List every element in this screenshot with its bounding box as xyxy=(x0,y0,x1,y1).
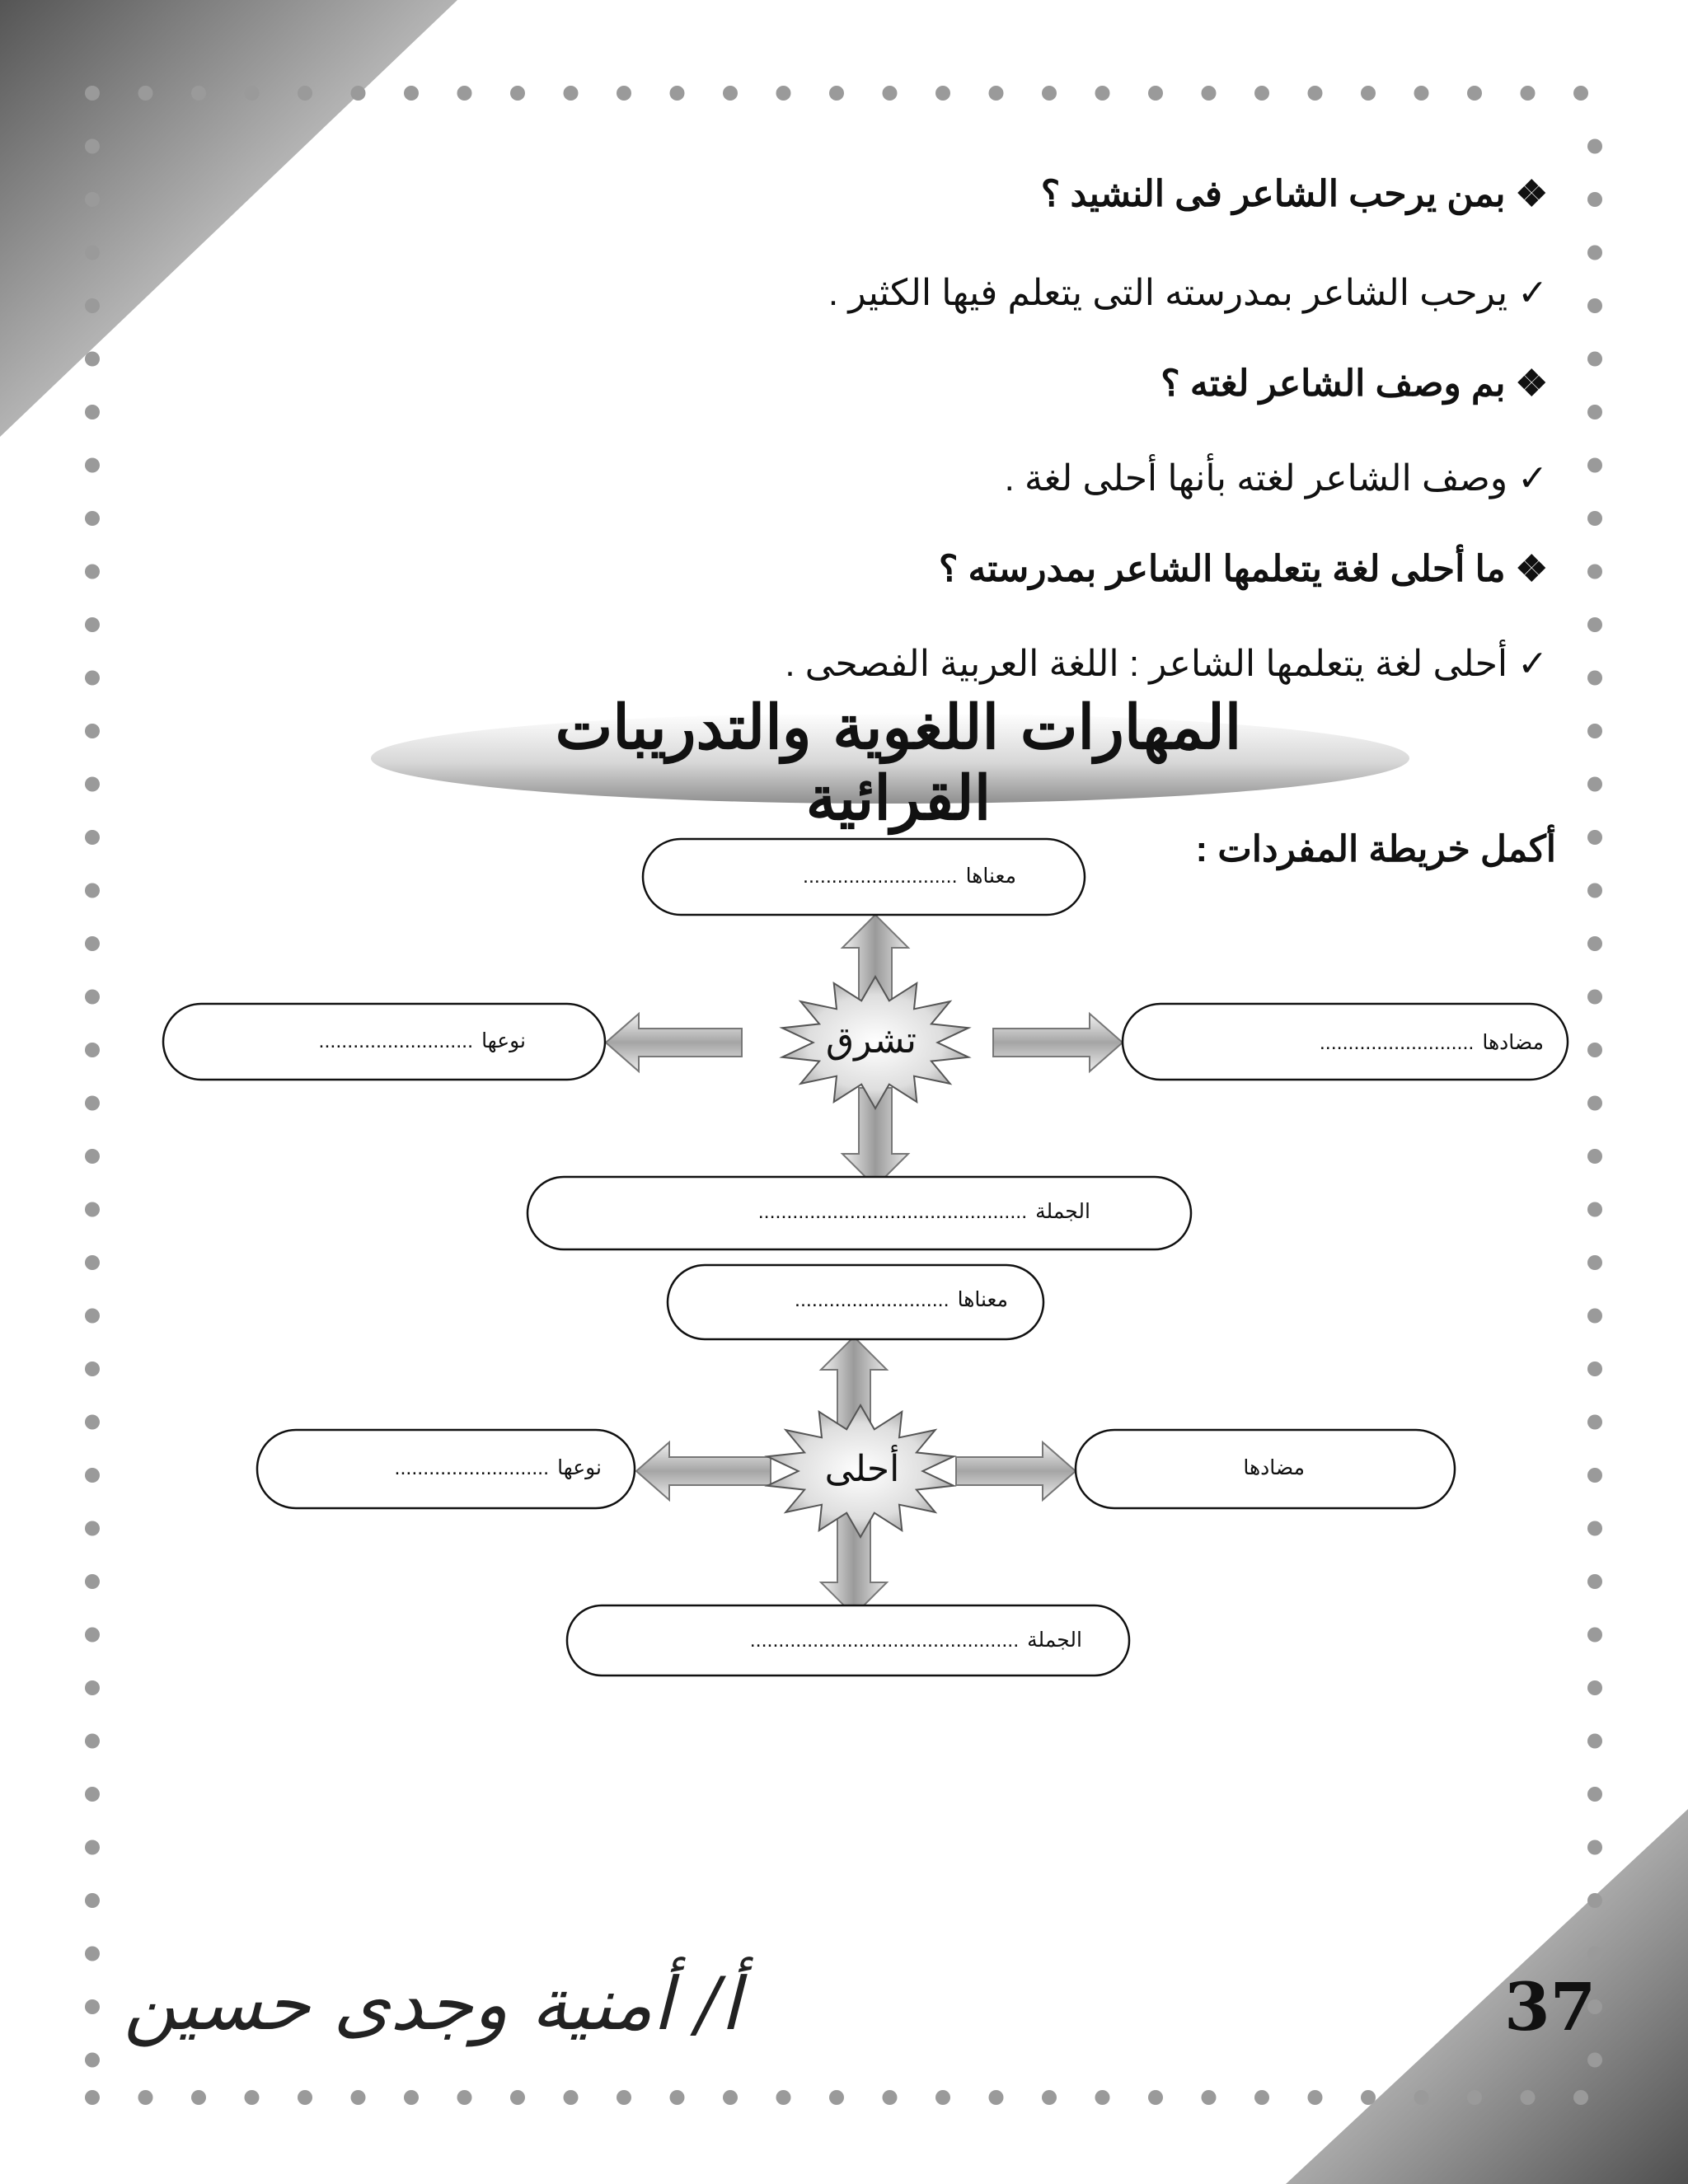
map2-antonym-text: مضادها xyxy=(1243,1456,1305,1479)
map2-center-word: أحلى xyxy=(824,1448,900,1490)
map1-type-text: نوعها........................... xyxy=(318,1029,526,1052)
question-3: ❖ما أحلى لغة يتعلمها الشاعر بمدرسته ؟ xyxy=(938,549,1548,589)
answer-1: ✓يرحب الشاعر بمدرسته التى يتعلم فيها الكثير . xyxy=(828,273,1548,313)
arrow-right-icon xyxy=(993,1014,1123,1071)
arrow-left-icon xyxy=(636,1442,771,1500)
map1-antonym-text: مضادها........................... xyxy=(1319,1031,1544,1054)
map1-center-word: تشرق xyxy=(826,1019,917,1062)
question-2: ❖بم وصف الشاعر لغته ؟ xyxy=(1160,363,1548,404)
answer-2: ✓وصف الشاعر لغته بأنها أحلى لغة . xyxy=(1004,458,1548,499)
section-title: المهارات اللغوية والتدريبات القرائية xyxy=(555,692,1242,834)
question-1: ❖بمن يرحب الشاعر فى النشيد ؟ xyxy=(1040,174,1548,214)
map2-type-text: نوعها........................... xyxy=(394,1456,602,1479)
map2-sentence-text: الجملة............................................... xyxy=(749,1629,1082,1652)
map1-meaning-text: معناها........................... xyxy=(803,865,1016,888)
arrow-right-icon xyxy=(956,1442,1076,1500)
vocab-instruction: أكمل خريطة المفردات : xyxy=(1195,829,1556,869)
arrow-down-icon xyxy=(821,1512,887,1615)
arrow-left-icon xyxy=(606,1014,742,1071)
map2-meaning-text: معناها........................... xyxy=(795,1288,1008,1311)
answer-3: ✓أحلى لغة يتعلمها الشاعر : اللغة العربية الفصحى . xyxy=(785,644,1548,684)
map1-sentence-text: الجملة............................................... xyxy=(757,1200,1090,1223)
page-number: 37 xyxy=(1504,1968,1597,2046)
author-signature: أ/ أمنية وجدى حسين xyxy=(124,1961,741,2046)
